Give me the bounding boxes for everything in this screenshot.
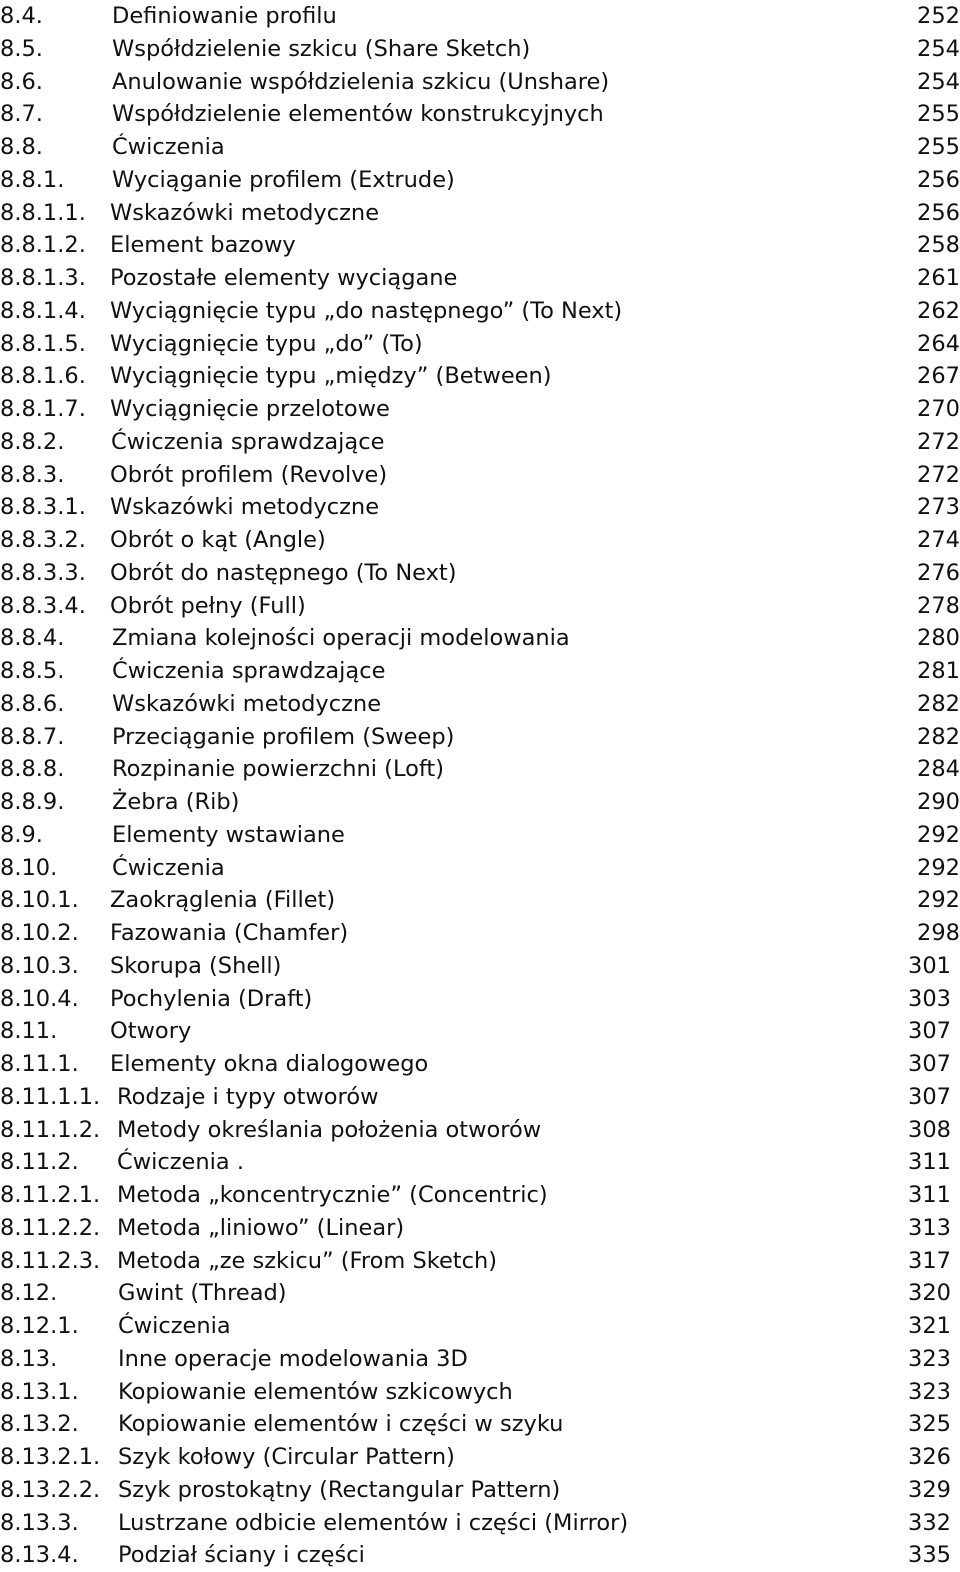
toc-entry-number: 8.8.7. bbox=[0, 723, 65, 750]
toc-entry-page-number: 256 bbox=[917, 166, 960, 193]
toc-entry-number: 8.8.5. bbox=[0, 658, 65, 684]
toc-entry bbox=[0, 459, 960, 492]
toc-entry bbox=[0, 1212, 960, 1245]
toc-entry-number: 8.8.2. bbox=[0, 428, 65, 455]
toc-entry-title: Wyciągnięcie typu „do następnego” (To Next) bbox=[110, 297, 623, 324]
toc-entry-number: 8.6. bbox=[0, 68, 43, 95]
toc-entry-number: 8.8.3.1. bbox=[0, 494, 86, 521]
toc-entry-page-number: 258 bbox=[917, 232, 960, 259]
toc-entry-title: Obrót do następnego (To Next) bbox=[110, 559, 457, 586]
toc-entry bbox=[0, 262, 960, 295]
toc-entry-number: 8.10. bbox=[0, 854, 58, 881]
toc-entry-page-number: 276 bbox=[917, 559, 960, 586]
toc-entry-title: Obrót pełny (Full) bbox=[110, 592, 306, 619]
toc-entry-number: 8.8.3. bbox=[0, 461, 65, 488]
toc-entry bbox=[0, 1277, 960, 1310]
toc-entry bbox=[0, 622, 960, 655]
toc-entry bbox=[0, 983, 960, 1016]
toc-entry-number: 8.11. bbox=[0, 1018, 58, 1045]
toc-entry-page-number: 281 bbox=[917, 658, 960, 684]
toc-entry-title: Inne operacje modelowania 3D bbox=[118, 1345, 468, 1372]
toc-entry-page-number: 307 bbox=[908, 1083, 951, 1110]
toc-entry-title: Wyciągnięcie przelotowe bbox=[110, 396, 390, 422]
toc-entry-number: 8.5. bbox=[0, 35, 43, 62]
toc-entry-title: Zaokrąglenia (Fillet) bbox=[110, 887, 336, 914]
toc-entry bbox=[0, 426, 960, 459]
toc-entry-page-number: 292 bbox=[917, 821, 960, 848]
toc-entry-page-number: 308 bbox=[908, 1116, 951, 1143]
toc-entry-number: 8.10.4. bbox=[0, 985, 79, 1012]
toc-entry-title: Gwint (Thread) bbox=[118, 1280, 287, 1307]
toc-entry-page-number: 307 bbox=[908, 1018, 951, 1045]
toc-entry-page-number: 267 bbox=[917, 363, 960, 390]
toc-entry-page-number: 264 bbox=[917, 330, 960, 357]
toc-entry-number: 8.11.2.2. bbox=[0, 1214, 101, 1241]
toc-entry-page-number: 298 bbox=[917, 920, 960, 946]
toc-entry-title: Wyciągnięcie typu „między” (Between) bbox=[110, 363, 552, 390]
toc-entry bbox=[0, 295, 960, 328]
toc-entry-title: Przeciąganie profilem (Sweep) bbox=[112, 723, 455, 750]
toc-entry-title: Metoda „ze szkicu” (From Sketch) bbox=[117, 1247, 498, 1274]
toc-entry-number: 8.8.9. bbox=[0, 789, 65, 815]
toc-entry bbox=[0, 852, 960, 885]
toc-entry-number: 8.13.2. bbox=[0, 1411, 79, 1438]
toc-entry-title: Wskazówki metodyczne bbox=[112, 690, 382, 717]
toc-entry-title: Definiowanie profilu bbox=[112, 3, 337, 29]
toc-entry-page-number: 303 bbox=[908, 985, 951, 1012]
toc-entry-number: 8.13.1. bbox=[0, 1378, 79, 1405]
toc-entry-page-number: 282 bbox=[917, 723, 960, 750]
toc-entry bbox=[0, 1507, 960, 1540]
toc-entry-number: 8.13. bbox=[0, 1345, 58, 1372]
toc-entry bbox=[0, 1081, 960, 1114]
toc-entry-number: 8.10.3. bbox=[0, 952, 79, 979]
toc-entry-page-number: 273 bbox=[917, 494, 960, 521]
toc-entry-number: 8.11.2.3. bbox=[0, 1247, 101, 1274]
toc-entry-number: 8.8.6. bbox=[0, 690, 65, 717]
toc-entry-title: Wyciągnięcie typu „do” (To) bbox=[110, 330, 423, 357]
toc-entry-page-number: 255 bbox=[917, 101, 960, 128]
toc-entry-number: 8.8.1.2. bbox=[0, 232, 86, 259]
toc-entry-number: 8.8.3.3. bbox=[0, 559, 86, 586]
toc-entry-page-number: 332 bbox=[908, 1509, 951, 1536]
toc-entry-page-number: 280 bbox=[917, 625, 960, 652]
toc-entry-number: 8.8.1.5. bbox=[0, 330, 86, 357]
toc-entry-page-number: 292 bbox=[917, 854, 960, 881]
toc-entry bbox=[0, 1474, 960, 1507]
toc-entry-page-number: 290 bbox=[917, 789, 960, 815]
toc-entry bbox=[0, 721, 960, 754]
toc-entry bbox=[0, 1245, 960, 1278]
toc-entry-number: 8.11.1. bbox=[0, 1051, 79, 1077]
toc-entry-title: Żebra (Rib) bbox=[112, 789, 240, 815]
toc-entry-page-number: 311 bbox=[908, 1149, 951, 1176]
toc-entry bbox=[0, 131, 960, 164]
toc-entry bbox=[0, 688, 960, 721]
toc-entry-number: 8.8.1.6. bbox=[0, 363, 86, 390]
toc-entry-title: Metody określania położenia otworów bbox=[117, 1116, 542, 1143]
toc-entry-title: Skorupa (Shell) bbox=[110, 952, 282, 979]
toc-entry-title: Ćwiczenia sprawdzające bbox=[111, 428, 385, 455]
toc-entry-title: Zmiana kolejności operacji modelowania bbox=[112, 625, 570, 652]
toc-entry-number: 8.8. bbox=[0, 134, 43, 160]
toc-entry bbox=[0, 393, 960, 426]
toc-entry-title: Ćwiczenia . bbox=[117, 1149, 244, 1176]
toc-entry-title: Współdzielenie szkicu (Share Sketch) bbox=[112, 35, 531, 62]
toc-entry bbox=[0, 1310, 960, 1343]
toc-entry-number: 8.8.1.7. bbox=[0, 396, 86, 422]
toc-entry-title: Elementy okna dialogowego bbox=[110, 1051, 429, 1077]
toc-entry bbox=[0, 360, 960, 393]
toc-entry-page-number: 329 bbox=[908, 1476, 951, 1503]
toc-entry-title: Ćwiczenia bbox=[118, 1313, 231, 1339]
toc-entry-page-number: 292 bbox=[917, 887, 960, 914]
toc-entry-page-number: 270 bbox=[917, 396, 960, 422]
toc-entry bbox=[0, 819, 960, 852]
toc-entry-number: 8.12.1. bbox=[0, 1313, 79, 1339]
toc-entry-title: Lustrzane odbicie elementów i części (Mirror) bbox=[118, 1509, 629, 1536]
toc-entry-number: 8.13.2.2. bbox=[0, 1476, 101, 1503]
toc-entry bbox=[0, 1114, 960, 1147]
toc-entry bbox=[0, 1376, 960, 1409]
toc-entry bbox=[0, 884, 960, 917]
toc-entry-number: 8.8.1.4. bbox=[0, 297, 86, 324]
toc-entry bbox=[0, 557, 960, 590]
toc-entry-number: 8.11.2. bbox=[0, 1149, 79, 1176]
toc-entry-title: Szyk prostokątny (Rectangular Pattern) bbox=[118, 1476, 561, 1503]
toc-entry-page-number: 326 bbox=[908, 1444, 951, 1470]
toc-entry bbox=[0, 1441, 960, 1474]
toc-entry bbox=[0, 950, 960, 983]
toc-entry bbox=[0, 1048, 960, 1081]
toc-entry bbox=[0, 98, 960, 131]
toc-entry bbox=[0, 1539, 960, 1572]
toc-entry bbox=[0, 655, 960, 688]
toc-entry-title: Wyciąganie profilem (Extrude) bbox=[112, 166, 455, 193]
toc-entry-title: Anulowanie współdzielenia szkicu (Unshare) bbox=[112, 68, 610, 95]
toc-entry-page-number: 252 bbox=[917, 3, 960, 29]
toc-entry-title: Podział ściany i części bbox=[118, 1542, 365, 1569]
toc-entry-title: Metoda „liniowo” (Linear) bbox=[117, 1214, 405, 1241]
toc-entry-page-number: 313 bbox=[908, 1214, 951, 1241]
toc-entry-page-number: 274 bbox=[917, 527, 960, 553]
toc-entry-number: 8.11.2.1. bbox=[0, 1182, 101, 1208]
toc-entry-page-number: 325 bbox=[908, 1411, 951, 1438]
toc-entry bbox=[0, 1015, 960, 1048]
toc-entry-page-number: 278 bbox=[917, 592, 960, 619]
toc-entry bbox=[0, 1408, 960, 1441]
toc-entry-page-number: 272 bbox=[917, 461, 960, 488]
toc-entry-page-number: 255 bbox=[917, 134, 960, 160]
toc-entry-title: Kopiowanie elementów i części w szyku bbox=[118, 1411, 564, 1438]
toc-entry bbox=[0, 1343, 960, 1376]
toc-entry-number: 8.8.8. bbox=[0, 756, 65, 783]
toc-entry bbox=[0, 590, 960, 623]
toc-entry-number: 8.8.1.3. bbox=[0, 265, 86, 291]
toc-entry-title: Pozostałe elementy wyciągane bbox=[110, 265, 458, 291]
toc-entry-number: 8.10.2. bbox=[0, 920, 79, 946]
toc-entry-page-number: 272 bbox=[917, 428, 960, 455]
toc-entry-title: Szyk kołowy (Circular Pattern) bbox=[118, 1444, 455, 1470]
toc-entry-title: Ćwiczenia sprawdzające bbox=[112, 658, 386, 684]
toc-entry-page-number: 254 bbox=[917, 35, 960, 62]
toc-entry-page-number: 335 bbox=[908, 1542, 951, 1569]
toc-entry-page-number: 323 bbox=[908, 1378, 951, 1405]
toc-entry-page-number: 284 bbox=[917, 756, 960, 783]
toc-entry-number: 8.13.2.1. bbox=[0, 1444, 101, 1470]
toc-entry-number: 8.8.4. bbox=[0, 625, 65, 652]
toc-entry bbox=[0, 164, 960, 197]
toc-entry-page-number: 256 bbox=[917, 199, 960, 226]
toc-entry-page-number: 317 bbox=[908, 1247, 951, 1274]
toc-entry-page-number: 262 bbox=[917, 297, 960, 324]
toc-entry-number: 8.4. bbox=[0, 3, 43, 29]
toc-entry-page-number: 321 bbox=[908, 1313, 951, 1339]
toc-entry bbox=[0, 33, 960, 66]
toc-entry-title: Kopiowanie elementów szkicowych bbox=[118, 1378, 513, 1405]
toc-entry-title: Ćwiczenia bbox=[112, 134, 225, 160]
toc-entry-number: 8.13.4. bbox=[0, 1542, 79, 1569]
toc-entry-number: 8.10.1. bbox=[0, 887, 79, 914]
toc-entry-title: Metoda „koncentrycznie” (Concentric) bbox=[117, 1182, 548, 1208]
toc-entry-page-number: 261 bbox=[917, 265, 960, 291]
toc-entry-number: 8.13.3. bbox=[0, 1509, 79, 1536]
toc-entry-title: Element bazowy bbox=[110, 232, 296, 259]
toc-entry-title: Otwory bbox=[110, 1018, 192, 1045]
toc-entry-title: Obrót profilem (Revolve) bbox=[110, 461, 388, 488]
toc-entry-number: 8.8.3.4. bbox=[0, 592, 86, 619]
toc-entry bbox=[0, 786, 960, 819]
toc-entry bbox=[0, 753, 960, 786]
toc-entry-page-number: 307 bbox=[908, 1051, 951, 1077]
toc-entry-number: 8.8.3.2. bbox=[0, 527, 86, 553]
toc-entry bbox=[0, 0, 960, 33]
toc-entry-title: Współdzielenie elementów konstrukcyjnych bbox=[112, 101, 604, 128]
toc-entry-page-number: 282 bbox=[917, 690, 960, 717]
toc-entry-title: Wskazówki metodyczne bbox=[110, 494, 380, 521]
toc-entry bbox=[0, 229, 960, 262]
toc-entry bbox=[0, 917, 960, 950]
toc-entry bbox=[0, 1146, 960, 1179]
toc-entry bbox=[0, 524, 960, 557]
toc-entry-title: Obrót o kąt (Angle) bbox=[110, 527, 326, 553]
toc-entry bbox=[0, 1179, 960, 1212]
toc-entry-title: Rodzaje i typy otworów bbox=[117, 1083, 379, 1110]
toc-entry-number: 8.8.1.1. bbox=[0, 199, 86, 226]
toc-entry-page-number: 254 bbox=[917, 68, 960, 95]
toc-entry-title: Wskazówki metodyczne bbox=[110, 199, 380, 226]
toc-entry bbox=[0, 491, 960, 524]
toc-entry-number: 8.11.1.2. bbox=[0, 1116, 101, 1143]
toc-entry-title: Ćwiczenia bbox=[112, 854, 225, 881]
toc-entry-page-number: 301 bbox=[908, 952, 951, 979]
toc-entry-page-number: 311 bbox=[908, 1182, 951, 1208]
toc-entry-title: Rozpinanie powierzchni (Loft) bbox=[112, 756, 444, 783]
toc-entry-page-number: 323 bbox=[908, 1345, 951, 1372]
toc-entry-number: 8.11.1.1. bbox=[0, 1083, 101, 1110]
toc-entry-number: 8.8.1. bbox=[0, 166, 65, 193]
toc-entry-page-number: 320 bbox=[908, 1280, 951, 1307]
toc-entry-number: 8.12. bbox=[0, 1280, 58, 1307]
toc-entry bbox=[0, 66, 960, 99]
toc-entry bbox=[0, 328, 960, 361]
toc-entry-title: Elementy wstawiane bbox=[112, 821, 345, 848]
toc-entry-title: Fazowania (Chamfer) bbox=[110, 920, 349, 946]
toc-entry-number: 8.7. bbox=[0, 101, 43, 128]
toc-entry-title: Pochylenia (Draft) bbox=[110, 985, 313, 1012]
toc-entry bbox=[0, 197, 960, 230]
toc-entry-number: 8.9. bbox=[0, 821, 43, 848]
